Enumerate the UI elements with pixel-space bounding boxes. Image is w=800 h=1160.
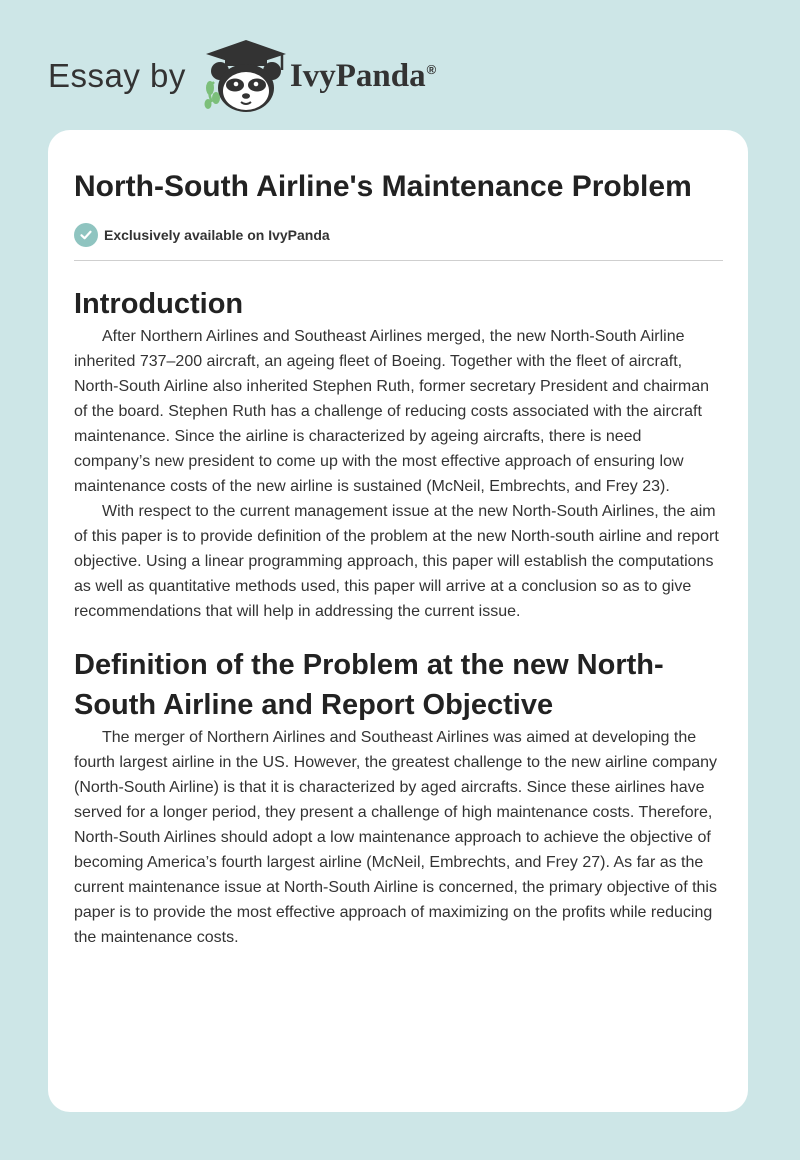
- brand-header: [48, 36, 436, 116]
- divider: [74, 260, 723, 261]
- brand-name[interactable]: [290, 58, 436, 95]
- section-heading-introduction: Introduction: [74, 288, 244, 320]
- registered-mark: ®: [426, 61, 437, 77]
- panda-graduate-logo[interactable]: [198, 36, 288, 116]
- brand-prefix: Essay by: [48, 57, 186, 94]
- brand-name-text: IvyPanda: [289, 57, 426, 94]
- paragraph: With respect to the current management issue at the new North-South Airlines, the aim of this paper is to provide definition of the problem at the new North-south airline and report objective. Using a linear programming approach, this paper will establish the computations as well as quantitative methods used, this paper will arrive at a conclusion so as to give recommendations that will help in addressing the current issue.: [74, 503, 719, 620]
- check-circle-icon: [74, 223, 98, 247]
- paragraph: After Northern Airlines and Southeast Airlines merged, the new North-South Airline inherited 737–200 aircraft, an ageing fleet of Boeing. Together with the fleet of aircraft, North-South Airline also inherited Stephen Ruth, former secretary President and chairman of the board. Stephen Ruth has a challenge of reducing costs associated with the aircraft maintenance. Since the airline is characterized by ageing aircrafts, there is need company’s new president to come up with the most effective approach of ensuring low maintenance costs of the new airline is sustained (McNeil, Embrechts, and Frey 23).: [74, 328, 709, 495]
- exclusive-badge: [74, 223, 722, 247]
- section-heading-definition: Definition of the Problem at the new North-South Airline and Report Objective: [74, 649, 664, 721]
- exclusive-label: Exclusively available on IvyPanda: [104, 227, 330, 243]
- essay-card: [48, 130, 748, 1112]
- page-title: North-South Airline's Maintenance Problem: [74, 170, 692, 203]
- paragraph: The merger of Northern Airlines and Southeast Airlines was aimed at developing the fourth largest airline in the US. However, the greatest challenge to the new airline company (North-South Airline) is that it is characterized by aged aircrafts. Since these airlines have served for a longer period, they present a challenge of high maintenance costs. Therefore, North-South Airlines should adopt a low maintenance approach to achieve the objective of becoming America’s fourth largest airline (McNeil, Embrechts, and Frey 27). As far as the current maintenance issue at North-South Airline is concerned, the primary objective of this paper is to provide the most effective approach of maximizing on the profits while reducing the maintenance costs.: [74, 729, 718, 946]
